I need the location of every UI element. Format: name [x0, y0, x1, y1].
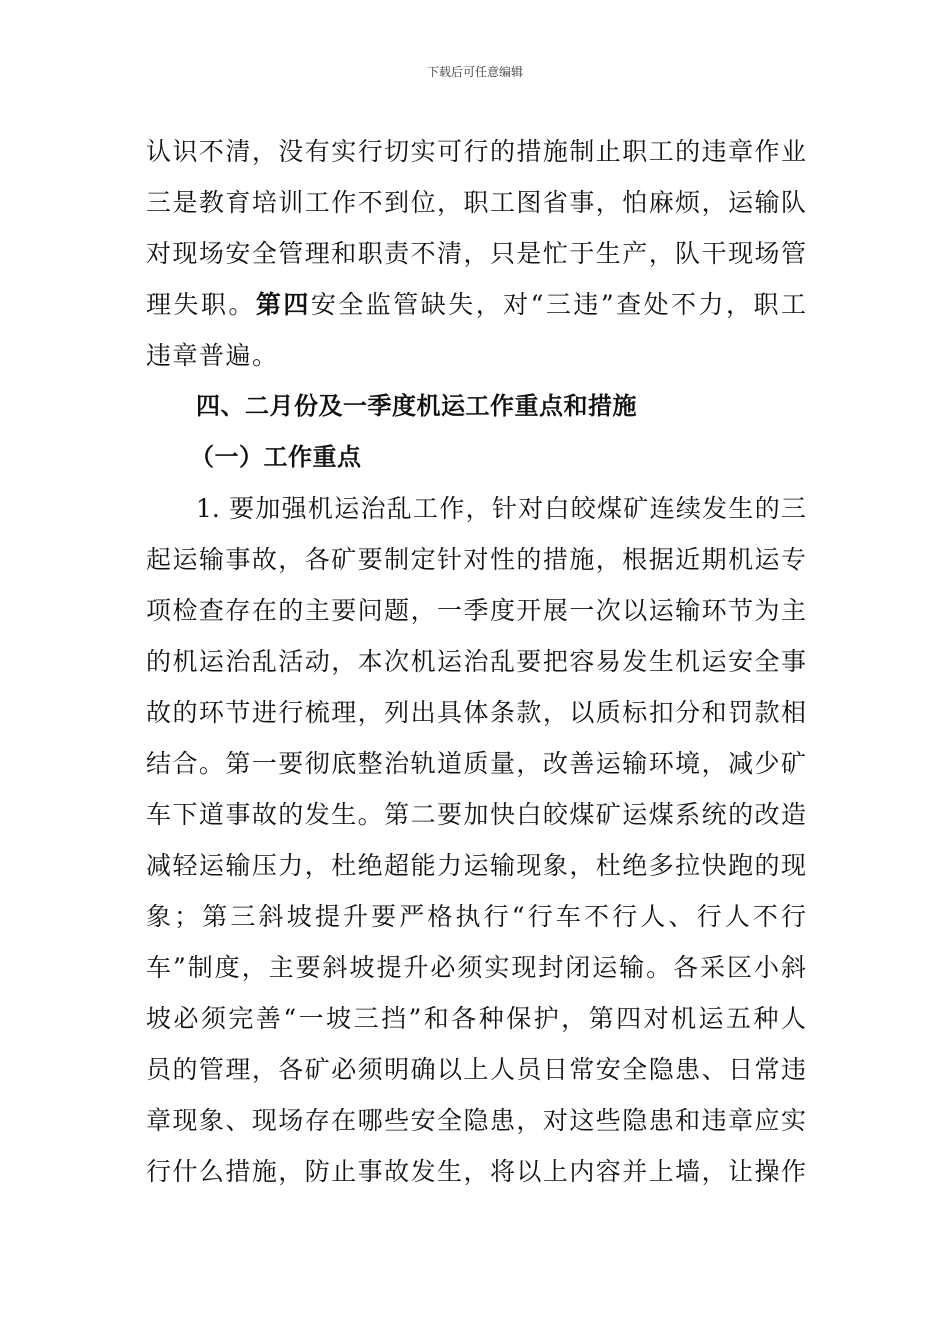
bold-emphasis: 第四: [255, 290, 311, 319]
body-text: 理失职。: [146, 290, 256, 319]
body-line: 项检查存在的主要问题，一季度开展一次以运输环节为主: [146, 596, 806, 625]
body-text: 安全监管缺失，对“三违”查处不力，职工: [310, 290, 806, 319]
page-header: 下载后可任意编辑: [426, 65, 523, 79]
body-line: 章现象、现场存在哪些安全隐患，对这些隐患和违章应实: [146, 1106, 806, 1135]
body-line: 减轻运输压力，杜绝超能力运输现象，杜绝多拉快跑的现: [146, 851, 806, 880]
body-line: 违章普遍。: [146, 341, 279, 370]
body-line: 结合。第一要彻底整治轨道质量，改善运输环境，减少矿: [146, 749, 806, 778]
body-line: 的机运治乱活动，本次机运治乱要把容易发生机运安全事: [146, 647, 806, 676]
body-line: 认识不清，没有实行切实可行的措施制止职工的违章作业: [146, 137, 806, 166]
document-body: [146, 126, 806, 1197]
body-line: 员的管理，各矿必须明确以上人员日常安全隐患、日常违: [146, 1055, 806, 1084]
section-heading: 四、二月份及一季度机运工作重点和措施: [196, 392, 637, 420]
body-line: 坡必须完善“一坡三挡”和各种保护，第四对机运五种人: [146, 1004, 806, 1033]
body-line: 故的环节进行梳理，列出具体条款，以质标扣分和罚款相: [146, 698, 806, 727]
body-line: 1. 要加强机运治乱工作，针对白皎煤矿连续发生的三: [196, 494, 806, 523]
body-line: 三是教育培训工作不到位，职工图省事，怕麻烦，运输队: [146, 188, 806, 217]
body-line: 起运输事故，各矿要制定针对性的措施，根据近期机运专: [146, 545, 806, 574]
body-line: 车下道事故的发生。第二要加快白皎煤矿运煤系统的改造: [146, 800, 806, 829]
body-line: 车”制度，主要斜坡提升必须实现封闭运输。各采区小斜: [146, 953, 806, 982]
body-line: 行什么措施，防止事故发生，将以上内容并上墙，让操作: [146, 1157, 806, 1186]
subsection-heading: （一）工作重点: [190, 443, 362, 471]
body-line: [146, 279, 806, 330]
body-line: 对现场安全管理和职责不清，只是忙于生产，队干现场管: [146, 239, 806, 268]
body-line: 象；第三斜坡提升要严格执行“行车不行人、行人不行: [146, 902, 806, 931]
